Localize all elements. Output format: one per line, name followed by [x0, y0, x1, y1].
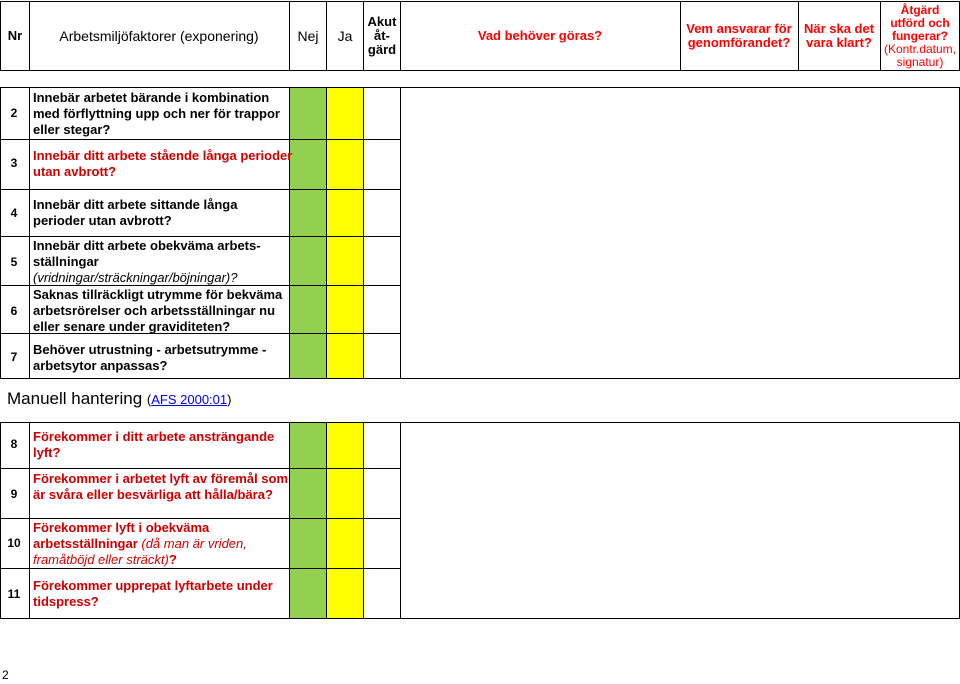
question-bold: arbetsställningar — [33, 536, 138, 551]
page-number: 2 — [2, 668, 9, 682]
header-nar-line1: När ska det — [803, 21, 875, 36]
header-atgard-line2: utförd och — [890, 15, 950, 30]
header-akut-line2: åt- — [374, 28, 390, 43]
ref-open: ( — [146, 392, 152, 407]
header-atgard — [880, 2, 960, 70]
header-akut-line3: gärd — [367, 42, 397, 57]
header-nej: Nej — [297, 28, 319, 44]
header-atgard-line1: Åtgärd — [900, 2, 940, 17]
header-atgard-line4: (Kontr.datum, — [883, 41, 957, 56]
afs-link[interactable]: AFS 2000:01 — [151, 392, 228, 407]
row-number: 11 — [7, 587, 21, 601]
question-end: ? — [168, 552, 177, 567]
question-text: Förekommer i arbetet lyft av föremål som är svåra eller besvärliga att hålla/bära? — [33, 471, 289, 502]
header-vad: Vad behöver göras? — [477, 28, 603, 43]
question-text: Saknas tillräckligt utrymme för bekväma arbetsrörelser och arbetsställningar nu eller senare under graviditeten? — [33, 287, 283, 334]
row-number: 5 — [10, 255, 18, 269]
header-atgard-line5: signatur) — [896, 54, 944, 69]
question-line: (vridningar/sträckningar/böjningar)? — [33, 270, 238, 285]
header-nar-line2: vara klart? — [806, 35, 872, 50]
header-ja: Ja — [337, 28, 353, 44]
question-line: Förekommer lyft i obekväma — [33, 520, 210, 535]
header-vem — [680, 2, 798, 70]
row-number: 2 — [10, 106, 18, 120]
row-number: 9 — [10, 487, 18, 501]
section-heading — [7, 389, 231, 409]
question-text: Förekommer i ditt arbete ansträngande lyft? — [33, 429, 275, 460]
question-text: Innebär ditt arbete sittande långa perioder utan avbrott? — [33, 197, 238, 228]
section-title: Manuell hantering — [7, 389, 143, 408]
ja-column-fill-b — [327, 423, 363, 618]
header-akut-line1: Akut — [367, 14, 397, 29]
question-text — [33, 238, 293, 286]
header-akut — [364, 2, 400, 70]
ref-close: ) — [227, 392, 232, 407]
question-text: Innebär arbetet bärande i kombination med förflyttning upp och ner för trappor eller stegar? — [33, 90, 280, 137]
header-vem-line1: Vem ansvarar för — [686, 21, 792, 36]
nej-column-fill-a — [290, 88, 326, 378]
header-nr: Nr — [7, 28, 23, 43]
row-number: 4 — [10, 206, 18, 220]
row-number: 7 — [10, 350, 18, 364]
question-text — [33, 520, 293, 568]
header-atgard-line3: fungerar? — [891, 28, 948, 43]
ja-column-fill-a — [327, 88, 363, 378]
row-number: 8 — [10, 437, 18, 451]
row-number: 3 — [10, 156, 18, 170]
header-vem-line2: genomförandet? — [687, 35, 791, 50]
header-nar — [798, 2, 880, 70]
question-line: Innebär ditt arbete obekväma arbets- — [33, 238, 261, 253]
question-text: Innebär ditt arbete stående långa perioder utan avbrott? — [33, 148, 293, 179]
row-number: 6 — [10, 304, 18, 318]
section-reference — [147, 392, 232, 407]
row-number: 10 — [7, 536, 21, 550]
header-factors: Arbetsmiljöfaktorer (exponering) — [59, 28, 259, 44]
nej-column-fill-b — [290, 423, 326, 618]
question-text: Förekommer upprepat lyftarbete under tidspress? — [33, 578, 273, 609]
question-text: Behöver utrustning - arbetsutrymme - arbetsytor anpassas? — [33, 342, 267, 373]
question-line: ställningar — [33, 254, 99, 269]
question-italic: (då man är vriden, framåtböjd eller sträckt) — [33, 536, 247, 567]
